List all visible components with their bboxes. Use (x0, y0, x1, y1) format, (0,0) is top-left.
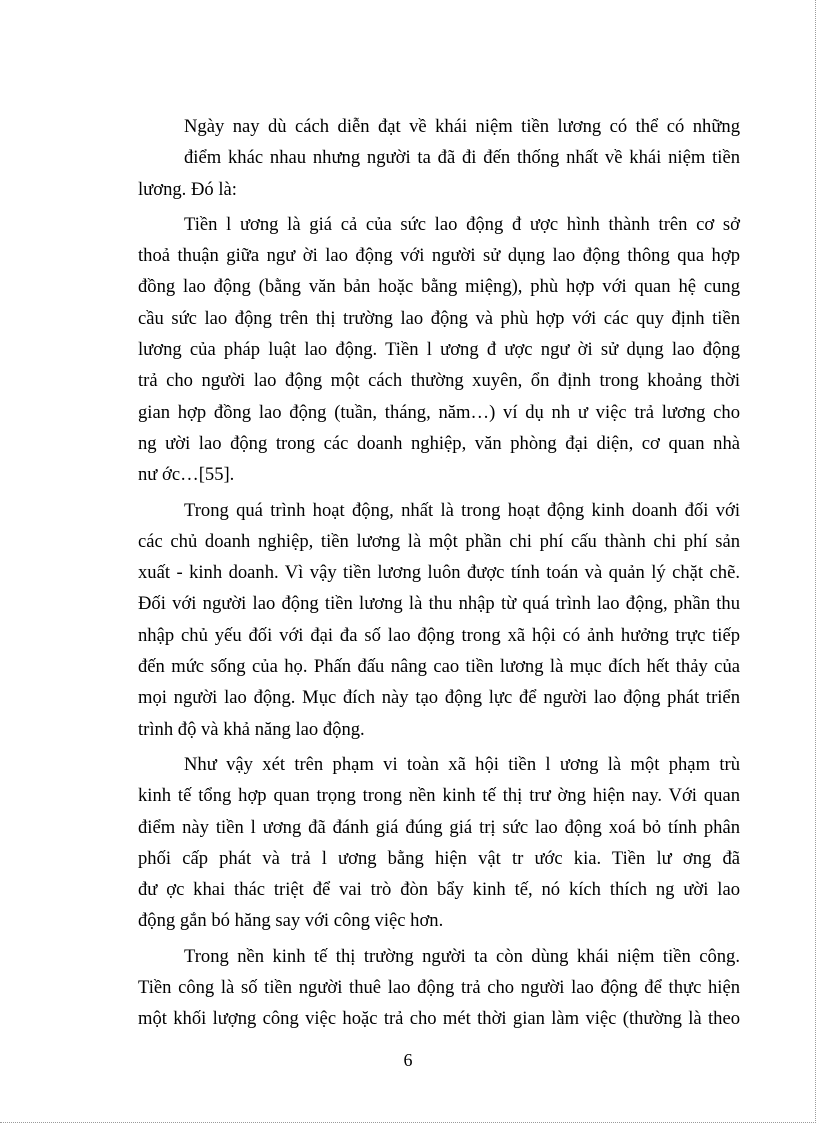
text-line: điểm khác nhau nhưng người ta đã đi đến thống nhất về khái niệm tiền (184, 147, 740, 169)
body-text (138, 111, 740, 1039)
text-line: Tiền l ương là giá cả của sức lao động đ ược hình thành trên cơ sở (184, 213, 740, 235)
text-line: mọi người lao động. Mục đích này tạo động lực để người lao động phát triển (138, 687, 740, 709)
text-line: lương. Đó là: (138, 178, 237, 200)
text-line: Trong nền kinh tế thị trường người ta còn dùng khái niệm tiền công. (184, 945, 740, 967)
text-line: kinh tế tổng hợp quan trọng trong nền kinh tế thị trư ờng hiện nay. Với quan (138, 785, 740, 807)
text-line: Ngày nay dù cách diễn đạt về khái niệm tiền lương có thể có những (184, 116, 740, 137)
text-line: thoả thuận giữa ngư ời lao động với người sử dụng lao động thông qua hợp (138, 245, 740, 267)
text-line: đến mức sống của họ. Phấn đấu nâng cao tiền lương là mục đích hết thảy của (138, 656, 740, 678)
text-line: Trong quá trình hoạt động, nhất là trong hoạt động kinh doanh đối với (184, 499, 740, 521)
text-line: cầu sức lao động trên thị trường lao động và phù hợp với các quy định tiền (138, 307, 740, 329)
text-line: Đối với người lao động tiền lương là thu nhập từ quá trình lao động, phần thu (138, 593, 740, 615)
paragraph-1 (138, 111, 740, 205)
text-line: trả cho người lao động một cách thường xuyên, ổn định trong khoảng thời (138, 370, 740, 392)
text-line: lương của pháp luật lao động. Tiền l ương đ ược ngư ời sử dụng lao động (138, 339, 740, 361)
text-line: gian hợp đồng lao động (tuần, tháng, năm…) ví dụ nh ư việc trả lương cho (138, 401, 740, 423)
text-line: đư ợc khai thác triệt để vai trò đòn bẩy kinh tế, nó kích thích ng ười lao (138, 879, 740, 901)
text-line: ng ười lao động trong các doanh nghiệp, văn phòng đại diện, cơ quan nhà (138, 432, 740, 454)
paragraph-2 (138, 209, 740, 491)
page-number: 6 (403, 1050, 413, 1070)
text-line: đồng lao động (bằng văn bản hoặc bằng miệng), phù hợp với quan hệ cung (138, 276, 740, 298)
text-line: một khối lượng công việc hoặc trả cho mét thời gian làm việc (thường là theo (138, 1008, 740, 1030)
paragraph-4 (138, 749, 740, 937)
text-line: điểm này tiền l ương đã đánh giá đúng giá trị sức lao động xoá bỏ tính phân (138, 816, 740, 838)
text-line: nư ớc…[55]. (138, 464, 235, 486)
text-line: Tiền công là số tiền người thuê lao động trả cho người lao động để thực hiện (138, 977, 740, 999)
text-line: các chủ doanh nghiệp, tiền lương là một phần chi phí cấu thành chi phí sản (138, 530, 740, 552)
text-line: xuất - kinh doanh. Vì vậy tiền lương luôn được tính toán và quản lý chặt chẽ. (138, 562, 740, 584)
text-line: trình độ và khả năng lao động. (138, 718, 365, 740)
text-line: Như vậy xét trên phạm vi toàn xã hội tiền l ương là một phạm trù (184, 753, 740, 775)
text-line: phối cấp phát và trả l ương bằng hiện vật tr ước kia. Tiền lư ơng đã (138, 847, 740, 869)
paragraph-3 (138, 495, 740, 745)
text-line: động gắn bó hăng say với công việc hơn. (138, 910, 444, 932)
paragraph-5 (138, 941, 740, 1035)
text-line: nhập chủ yếu đối với đại đa số lao động trong xã hội có ảnh hưởng trực tiếp (138, 624, 740, 646)
